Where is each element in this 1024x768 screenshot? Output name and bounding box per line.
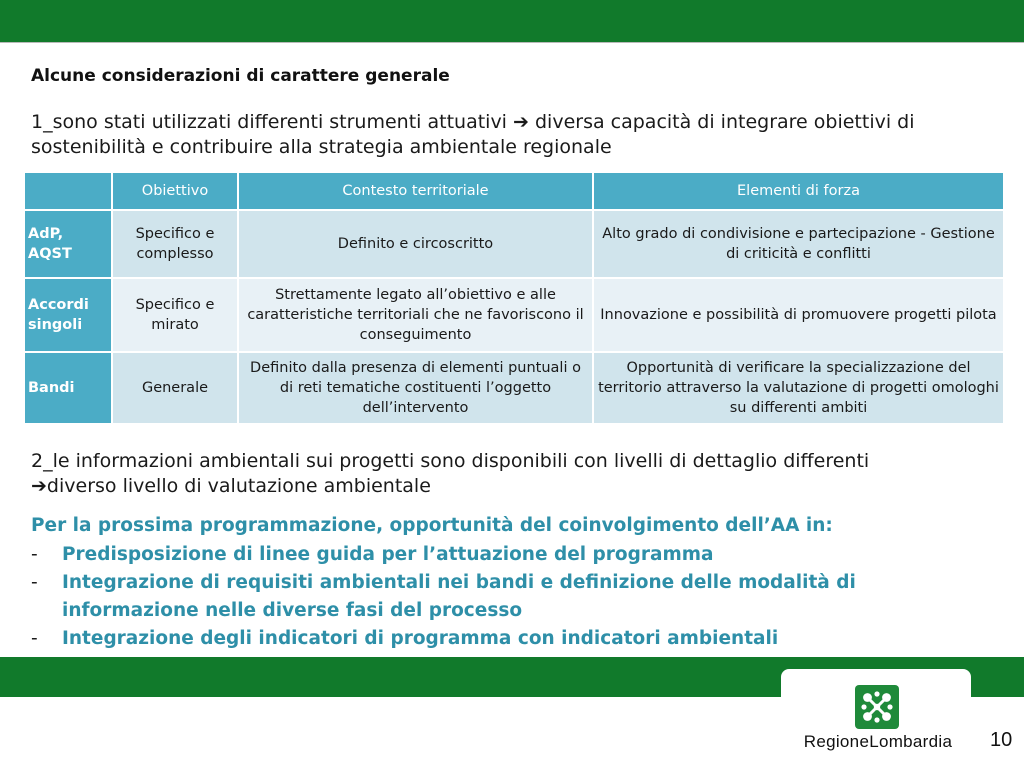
row-label: AdP, AQST [24, 210, 112, 278]
bullet-dash: - [31, 628, 38, 649]
section-title: Alcune considerazioni di carattere generale [31, 66, 450, 86]
table-cell: Definito dalla presenza di elementi puntuali o di reti tematiche costituenti l’oggetto dell’intervento [238, 352, 593, 424]
instruments-table [23, 171, 1005, 425]
table-cell: Specifico e complesso [112, 210, 238, 278]
list-item [31, 541, 961, 569]
table-header-cell: Contesto territoriale [238, 172, 593, 210]
list-item [31, 625, 961, 653]
rosa-camuna-icon [855, 685, 899, 729]
table-header-cell: Obiettivo [112, 172, 238, 210]
table-header-cell: Elementi di forza [593, 172, 1004, 210]
row-label: Accordi singoli [24, 278, 112, 352]
bullet-dash: - [31, 572, 38, 593]
table-cell: Generale [112, 352, 238, 424]
top-green-band [0, 0, 1024, 43]
bullet-dash: - [31, 544, 38, 565]
point-one-paragraph [31, 110, 1001, 160]
table-row [24, 278, 1004, 352]
logo-wordmark: RegioneLombardia [803, 732, 953, 751]
action-list [31, 541, 961, 653]
list-item [31, 569, 961, 625]
arrow-right-icon: ➔ [31, 475, 47, 497]
row-label: Bandi [24, 352, 112, 424]
table-row [24, 210, 1004, 278]
list-item-text: Integrazione di requisiti ambientali nei bandi e definizione delle modalità di informazione nelle diverse fasi del processo [62, 572, 856, 621]
table-cell: Innovazione e possibilità di promuovere progetti pilota [593, 278, 1004, 352]
table-header-cell [24, 172, 112, 210]
rosa-camuna-glyph [855, 685, 899, 729]
table-header-row [24, 172, 1004, 210]
point-two-paragraph [31, 449, 1001, 499]
table-cell: Alto grado di condivisione e partecipazione - Gestione di criticità e conflitti [593, 210, 1004, 278]
list-item-text: Integrazione degli indicatori di programma con indicatori ambientali [62, 628, 779, 649]
table-cell: Opportunità di verificare la specializzazione del territorio attraverso la valutazione di progetti omologhi su differenti ambiti [593, 352, 1004, 424]
table-row [24, 352, 1004, 424]
next-programming-heading: Per la prossima programmazione, opportunità del coinvolgimento dell’AA in: [31, 515, 833, 536]
point-one-continuation: diversa capacità di integrare obiettivi di sostenibilità e contribuire alla strategia ambientale regionale [31, 111, 915, 158]
list-item-text: Predisposizione di linee guida per l’attuazione del programma [62, 544, 714, 565]
arrow-right-icon: ➔ [513, 111, 529, 133]
table-cell: Strettamente legato all’obiettivo e alle caratteristiche territoriali che ne favoriscono il conseguimento [238, 278, 593, 352]
point-one-text: 1_sono stati utilizzati differenti strumenti attuativi [31, 111, 507, 133]
table-cell: Definito e circoscritto [238, 210, 593, 278]
region-logo [781, 669, 971, 768]
table-cell: Specifico e mirato [112, 278, 238, 352]
point-two-text: 2_le informazioni ambientali sui progetti sono disponibili con livelli di dettaglio differenti [31, 450, 870, 472]
page-number: 10 [990, 729, 1013, 751]
point-two-continuation: diverso livello di valutazione ambientale [46, 475, 431, 497]
